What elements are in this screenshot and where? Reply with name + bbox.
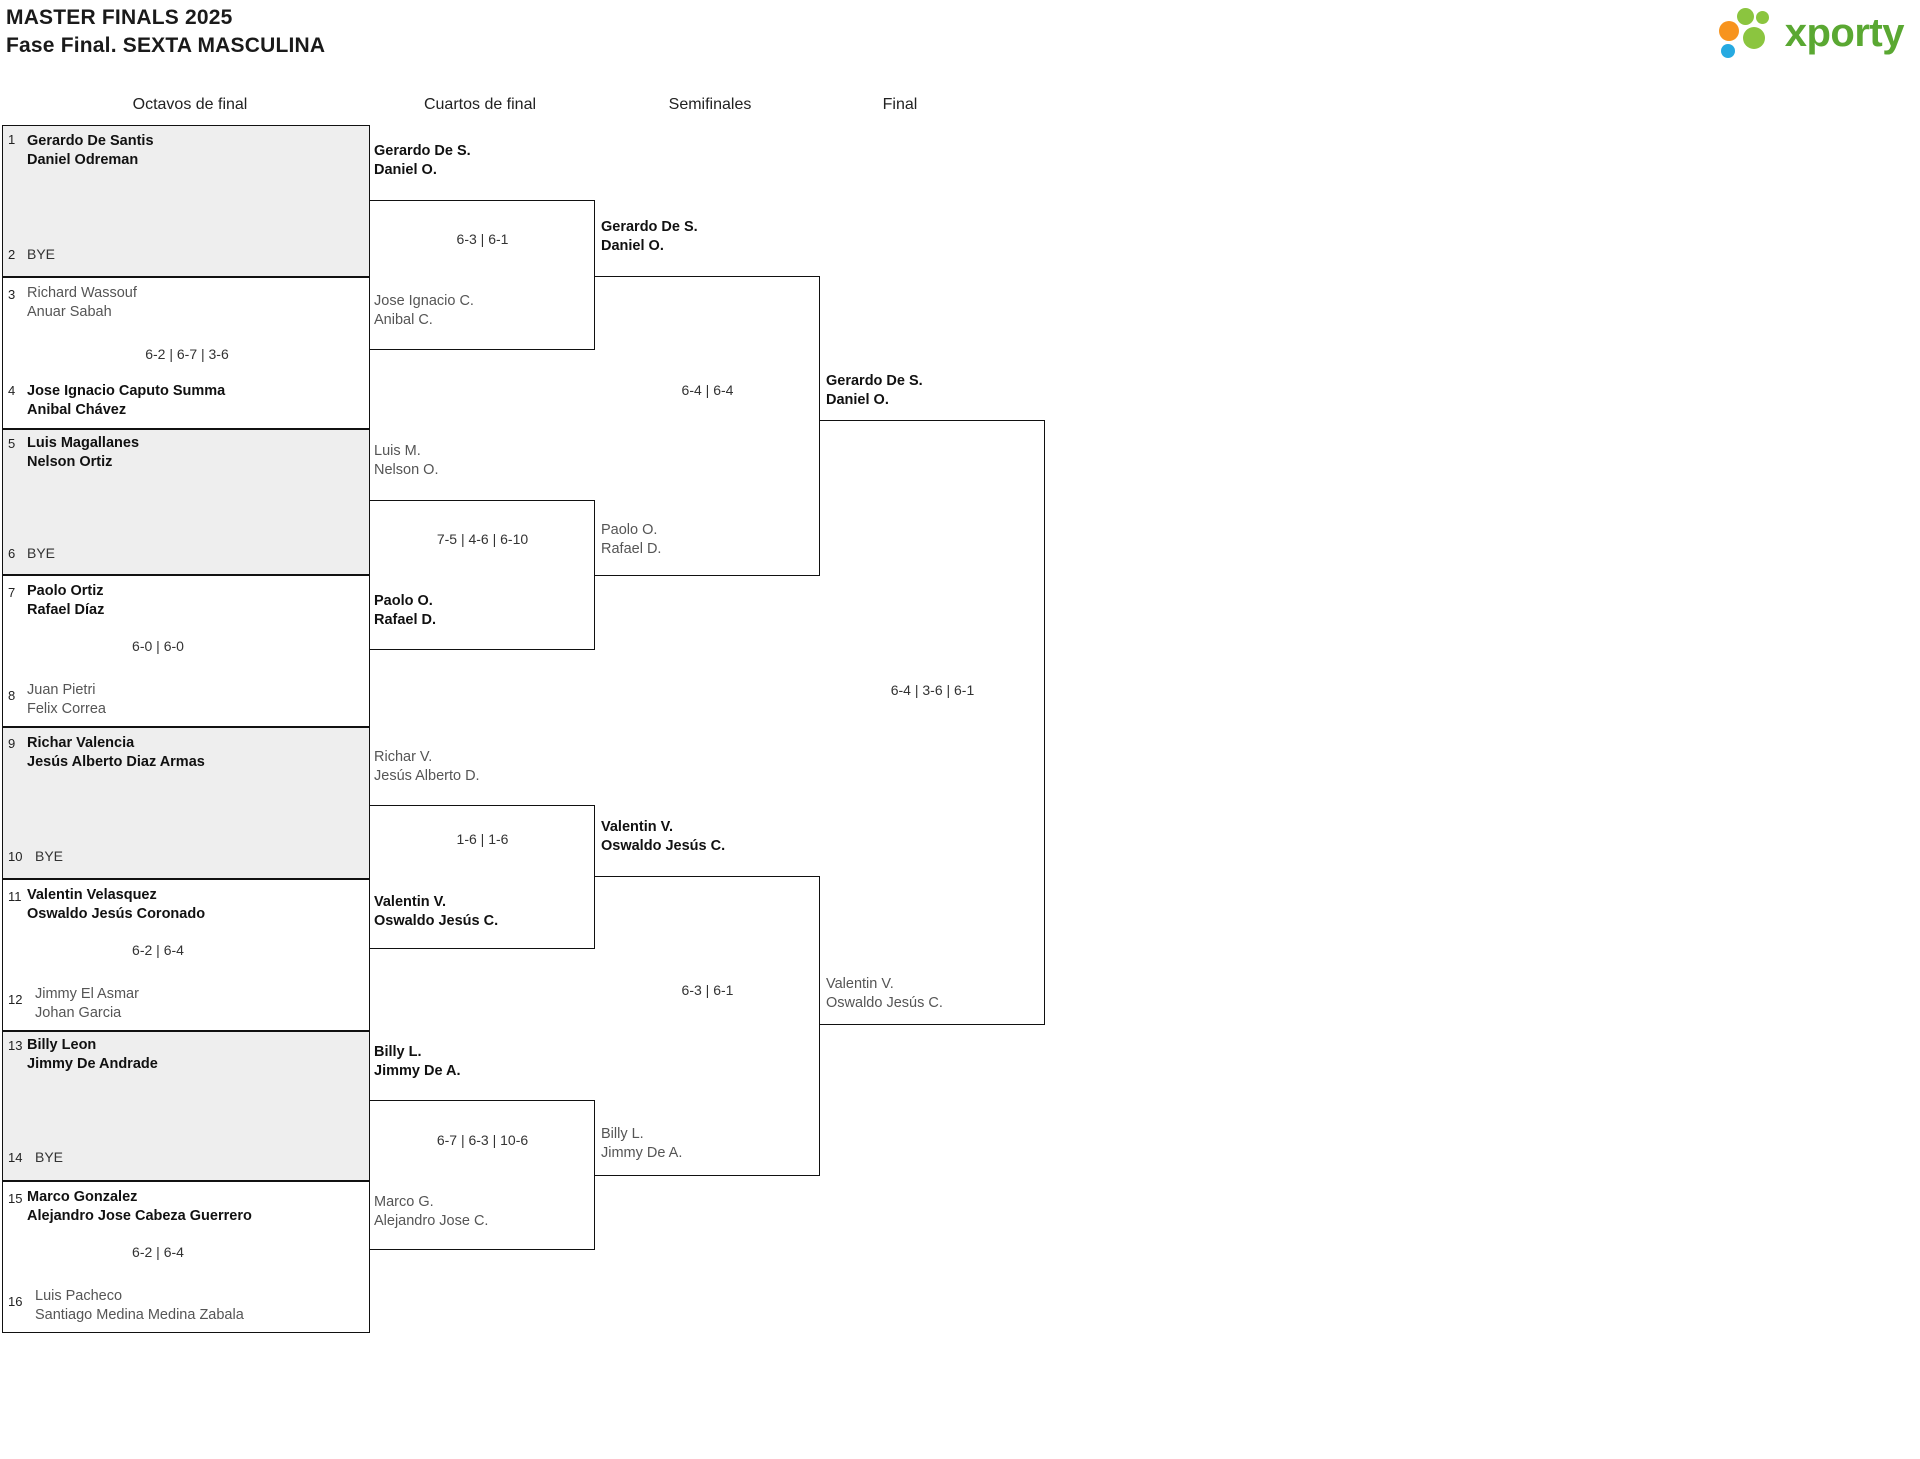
r1-match-5[interactable] (2, 727, 370, 879)
r3-m1-score: 6-4 | 6-4 (681, 382, 734, 398)
r2-m2-top-players: Luis M. Nelson O. (374, 443, 439, 478)
seed-number: 16 (8, 1294, 23, 1309)
r1-m4-bottom-players: Juan Pietri Felix Correa (27, 682, 106, 717)
r1-match-6[interactable] (2, 879, 370, 1031)
r2-m3-top-players: Richar V. Jesús Alberto D. (374, 749, 480, 784)
r1-m3-top-players: Luis Magallanes Nelson Ortiz (27, 435, 140, 470)
r1-m2-top-players: Richard Wassouf Anuar Sabah (27, 285, 137, 320)
tournament-name: MASTER FINALS 2025 (6, 6, 233, 29)
r4-connector (820, 420, 1045, 1025)
r2-m3-score: 1-6 | 1-6 (456, 831, 509, 847)
seed-number: 5 (8, 436, 16, 451)
r3-m1-bottom-players: Paolo O. Rafael D. (601, 522, 662, 557)
logo-text: xporty (1784, 10, 1904, 55)
seed-number: 2 (8, 247, 16, 262)
r1-m5-top-players: Richar Valencia Jesús Alberto Diaz Armas (27, 735, 205, 770)
r2-m4-score: 6-7 | 6-3 | 10-6 (436, 1132, 529, 1148)
r4-bottom-players: Valentin V. Oswaldo Jesús C. (826, 976, 943, 1011)
r1-m8-score: 6-2 | 6-4 (132, 1244, 184, 1260)
r1-m7-bottom-bye: BYE (35, 1149, 64, 1165)
seed-number: 11 (8, 889, 22, 904)
r1-m6-score: 6-2 | 6-4 (132, 942, 184, 958)
r2-m2-score: 7-5 | 4-6 | 6-10 (436, 531, 529, 547)
r1-m6-bottom-players: Jimmy El Asmar Johan Garcia (35, 986, 139, 1021)
logo-dots-icon (1719, 8, 1777, 58)
seed-number: 4 (8, 383, 16, 398)
r1-m1-top-players: Gerardo De Santis Daniel Odreman (27, 133, 154, 168)
r3-m2-bottom-players: Billy L. Jimmy De A. (601, 1126, 683, 1161)
r1-m6-top-players: Valentin Velasquez Oswaldo Jesús Coronado (27, 887, 206, 922)
r2-m4-top-players: Billy L. Jimmy De A. (374, 1044, 461, 1079)
r1-m4-top-players: Paolo Ortiz Rafael Díaz (27, 583, 105, 618)
r2-m1-bottom-players: Jose Ignacio C. Anibal C. (374, 293, 474, 328)
r2-m1-top-players: Gerardo De S. Daniel O. (374, 143, 471, 178)
seed-number: 15 (8, 1191, 23, 1206)
seed-number: 14 (8, 1150, 23, 1165)
r3-m2-top-players: Valentin V. Oswaldo Jesús C. (601, 819, 726, 854)
seed-number: 13 (8, 1038, 23, 1053)
tournament-phase: Fase Final. SEXTA MASCULINA (6, 34, 326, 57)
round-heading-octavos: Octavos de final (132, 96, 248, 113)
r3-m2-score: 6-3 | 6-1 (681, 982, 734, 998)
r2-m2-bottom-players: Paolo O. Rafael D. (374, 593, 437, 628)
r1-m7-top-players: Billy Leon Jimmy De Andrade (27, 1037, 158, 1072)
round-heading-final: Final (882, 96, 918, 113)
r1-match-8[interactable] (2, 1181, 370, 1333)
r2-m1-score: 6-3 | 6-1 (456, 231, 509, 247)
r1-m8-top-players: Marco Gonzalez Alejandro Jose Cabeza Guerrero (27, 1189, 252, 1224)
xporty-logo (1719, 8, 1904, 58)
page-title (6, 4, 325, 60)
seed-number: 3 (8, 287, 16, 302)
r1-m3-bottom-bye: BYE (27, 545, 56, 561)
r1-m2-score: 6-2 | 6-7 | 3-6 (145, 346, 229, 362)
r4-top-players: Gerardo De S. Daniel O. (826, 373, 923, 408)
r1-m8-bottom-players: Luis Pacheco Santiago Medina Medina Zabala (35, 1288, 244, 1323)
r1-match-2[interactable] (2, 277, 370, 429)
seed-number: 10 (8, 849, 23, 864)
r1-m5-bottom-bye: BYE (35, 848, 64, 864)
r2-m4-bottom-players: Marco G. Alejandro Jose C. (374, 1194, 489, 1229)
r1-m1-bottom-bye: BYE (27, 246, 56, 262)
seed-number: 1 (8, 132, 16, 147)
r1-match-3[interactable] (2, 429, 370, 575)
r3-m1-top-players: Gerardo De S. Daniel O. (601, 219, 698, 254)
r1-match-4[interactable] (2, 575, 370, 727)
round-heading-semifinales: Semifinales (668, 96, 752, 113)
r2-m3-bottom-players: Valentin V. Oswaldo Jesús C. (374, 894, 499, 929)
seed-number: 12 (8, 992, 23, 1007)
r1-m4-score: 6-0 | 6-0 (132, 638, 184, 654)
r4-score: 6-4 | 3-6 | 6-1 (890, 682, 975, 698)
seed-number: 8 (8, 688, 16, 703)
seed-number: 6 (8, 546, 16, 561)
r1-m2-bottom-players: Jose Ignacio Caputo Summa Anibal Chávez (27, 383, 226, 418)
r1-match-1[interactable] (2, 125, 370, 277)
r1-match-7[interactable] (2, 1031, 370, 1181)
seed-number: 7 (8, 585, 16, 600)
round-heading-cuartos: Cuartos de final (423, 96, 537, 113)
seed-number: 9 (8, 736, 16, 751)
